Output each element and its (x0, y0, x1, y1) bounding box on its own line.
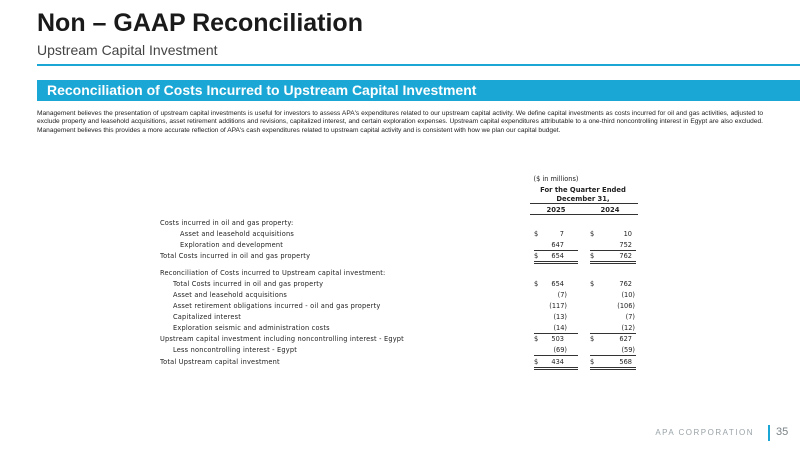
column-header-rule (530, 214, 638, 215)
value-2024: (59) (621, 346, 635, 354)
dollar-sign: $ (590, 252, 595, 260)
row-label: Less noncontrolling interest - Egypt (173, 346, 298, 354)
row-label: Upstream capital investment including noncontrolling interest - Egypt (160, 335, 404, 343)
subtotal-rule (534, 250, 578, 251)
row-label: Asset and leasehold acquisitions (173, 291, 287, 299)
subtotal-rule (590, 250, 636, 251)
subtotal-rule (590, 333, 636, 334)
period-header-line1: For the Quarter Ended (540, 186, 626, 194)
row-label: Capitalized interest (173, 313, 242, 321)
value-2025: (14) (553, 324, 567, 332)
table-row (160, 230, 638, 241)
value-2025: 654 (551, 252, 564, 260)
footer-divider (768, 425, 770, 441)
row-label: Reconciliation of Costs incurred to Upstream capital investment: (160, 269, 386, 277)
dollar-sign: $ (534, 358, 539, 366)
row-label: Total Upstream capital investment (160, 358, 280, 366)
value-2025: (69) (553, 346, 567, 354)
dollar-sign: $ (590, 358, 595, 366)
value-2024: (10) (621, 291, 635, 299)
value-2024: 568 (619, 358, 632, 366)
dollar-sign: $ (534, 280, 539, 288)
value-2025: 434 (551, 358, 564, 366)
table-row (160, 335, 638, 346)
value-2024: (106) (617, 302, 635, 310)
value-2024: (12) (621, 324, 635, 332)
value-2025: (13) (553, 313, 567, 321)
value-2024: 762 (619, 280, 632, 288)
period-header-line2: December 31, (556, 195, 610, 203)
table-row (160, 313, 638, 324)
row-label: Exploration and development (180, 241, 283, 249)
column-header-2025: 2025 (546, 206, 566, 214)
value-2025: 654 (551, 280, 564, 288)
dollar-sign: $ (590, 335, 595, 343)
table-row (160, 302, 638, 313)
table-row (160, 269, 638, 280)
row-label: Total Costs incurred in oil and gas property (173, 280, 324, 288)
dollar-sign: $ (534, 252, 539, 260)
dollar-sign: $ (534, 335, 539, 343)
table-row (160, 291, 638, 302)
title-divider (37, 64, 800, 66)
total-double-rule (534, 261, 578, 264)
dollar-sign: $ (590, 280, 595, 288)
section-title: Reconciliation of Costs Incurred to Upstream Capital Investment (47, 82, 477, 98)
value-2025: (7) (557, 291, 567, 299)
value-2024: 627 (619, 335, 632, 343)
dollar-sign: $ (534, 230, 539, 238)
value-2025: 7 (559, 230, 564, 238)
column-header-2024: 2024 (600, 206, 620, 214)
subtotal-rule (590, 355, 636, 356)
row-label: Exploration seismic and administration costs (173, 324, 330, 332)
company-name: APA CORPORATION (655, 428, 754, 437)
period-header-rule (530, 203, 638, 204)
value-2024: 10 (623, 230, 632, 238)
section-banner (37, 80, 800, 101)
value-2024: 762 (619, 252, 632, 260)
subtotal-rule (534, 355, 578, 356)
value-2025: (117) (549, 302, 567, 310)
row-label: Costs incurred in oil and gas property: (160, 219, 294, 227)
units-label: ($ in millions) (533, 175, 579, 183)
value-2025: 647 (551, 241, 564, 249)
row-label: Asset retirement obligations incurred - oil and gas property (173, 302, 381, 310)
total-double-rule (534, 367, 578, 370)
table-row (160, 280, 638, 291)
page-subtitle: Upstream Capital Investment (37, 42, 218, 58)
value-2024: (7) (625, 313, 635, 321)
total-double-rule (590, 261, 636, 264)
table-row (160, 219, 638, 230)
row-label: Total Costs incurred in oil and gas property (160, 252, 311, 260)
subtotal-rule (534, 333, 578, 334)
total-double-rule (590, 367, 636, 370)
dollar-sign: $ (590, 230, 595, 238)
page-title: Non – GAAP Reconciliation (37, 9, 363, 37)
value-2024: 752 (619, 241, 632, 249)
row-label: Asset and leasehold acquisitions (180, 230, 294, 238)
intro-paragraph: Management believes the presentation of upstream capital investments is useful for investors to assess APA's expenditures related to our upstream capital activity. We define capital investments as costs incurred for oil and gas activities, adjusted to exclude property and leasehold acquisitions, asset retirement additions and revisions, capitalized interest, and certain exploration expenses. Upstream capital expenditures attributable to a one-third noncontrolling interest in Egypt are also excluded. Management believes this provides a more accurate reflection of APA's cash expenditures related to upstream capital activity and is consistent with how we plan our capital budget. (37, 110, 763, 134)
value-2025: 503 (551, 335, 564, 343)
page-number: 35 (776, 426, 789, 438)
